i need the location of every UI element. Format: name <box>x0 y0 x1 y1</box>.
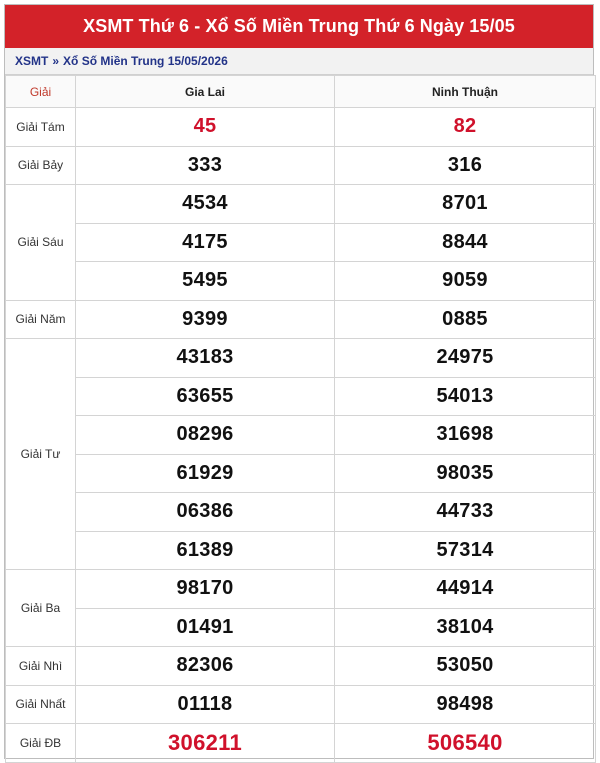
result-number-ninh-thuan: 8844 <box>335 223 596 262</box>
result-number-gia-lai: 61929 <box>76 454 335 493</box>
prize-label: Giải Tư <box>6 339 76 570</box>
table-row <box>6 300 596 339</box>
result-number-gia-lai: 9399 <box>76 300 335 339</box>
table-row <box>6 724 596 763</box>
results-panel <box>4 4 594 759</box>
header-province-ninh-thuan[interactable]: Ninh Thuận <box>335 76 596 108</box>
table-row <box>6 108 596 147</box>
table-header-row <box>6 76 596 108</box>
result-number-gia-lai: 43183 <box>76 339 335 378</box>
result-number-ninh-thuan: 57314 <box>335 531 596 570</box>
table-row <box>6 146 596 185</box>
result-number-ninh-thuan: 506540 <box>335 724 596 763</box>
prize-label: Giải Nhì <box>6 647 76 686</box>
header-prize: Giải <box>6 76 76 108</box>
result-number-gia-lai: 01118 <box>76 685 335 724</box>
table-row <box>6 493 596 532</box>
result-number-ninh-thuan: 44914 <box>335 570 596 609</box>
prize-label: Giải Ba <box>6 570 76 647</box>
breadcrumb <box>5 48 593 75</box>
result-number-ninh-thuan: 44733 <box>335 493 596 532</box>
result-number-gia-lai: 5495 <box>76 262 335 301</box>
result-number-ninh-thuan: 53050 <box>335 647 596 686</box>
results-body <box>6 108 596 763</box>
prize-label: Giải Năm <box>6 300 76 339</box>
result-number-gia-lai: 98170 <box>76 570 335 609</box>
result-number-ninh-thuan: 0885 <box>335 300 596 339</box>
header-province-gia-lai[interactable]: Gia Lai <box>76 76 335 108</box>
breadcrumb-link-xsmt[interactable]: XSMT <box>15 54 49 68</box>
result-number-ninh-thuan: 31698 <box>335 416 596 455</box>
result-number-ninh-thuan: 98035 <box>335 454 596 493</box>
table-row <box>6 185 596 224</box>
result-number-ninh-thuan: 54013 <box>335 377 596 416</box>
result-number-ninh-thuan: 9059 <box>335 262 596 301</box>
table-row <box>6 608 596 647</box>
result-number-ninh-thuan: 98498 <box>335 685 596 724</box>
lottery-results-table <box>5 75 596 763</box>
result-number-ninh-thuan: 38104 <box>335 608 596 647</box>
table-row <box>6 377 596 416</box>
prize-label: Giải Tám <box>6 108 76 147</box>
result-number-gia-lai: 61389 <box>76 531 335 570</box>
prize-label: Giải Sáu <box>6 185 76 301</box>
result-number-gia-lai: 333 <box>76 146 335 185</box>
prize-label: Giải Bảy <box>6 146 76 185</box>
result-number-gia-lai: 82306 <box>76 647 335 686</box>
result-number-gia-lai: 63655 <box>76 377 335 416</box>
result-number-ninh-thuan: 24975 <box>335 339 596 378</box>
result-number-ninh-thuan: 8701 <box>335 185 596 224</box>
table-row <box>6 262 596 301</box>
breadcrumb-current[interactable]: Xổ Số Miền Trung 15/05/2026 <box>63 54 228 68</box>
prize-label: Giải Nhất <box>6 685 76 724</box>
result-number-gia-lai: 06386 <box>76 493 335 532</box>
result-number-ninh-thuan: 316 <box>335 146 596 185</box>
table-row <box>6 531 596 570</box>
table-row <box>6 685 596 724</box>
page-title: XSMT Thứ 6 - Xổ Số Miền Trung Thứ 6 Ngày 15/05 <box>5 5 593 48</box>
table-row <box>6 416 596 455</box>
breadcrumb-separator: » <box>52 54 60 68</box>
table-row <box>6 570 596 609</box>
table-row <box>6 223 596 262</box>
result-number-gia-lai: 306211 <box>76 724 335 763</box>
result-number-gia-lai: 01491 <box>76 608 335 647</box>
table-row <box>6 454 596 493</box>
result-number-gia-lai: 08296 <box>76 416 335 455</box>
table-row <box>6 339 596 378</box>
result-number-gia-lai: 4534 <box>76 185 335 224</box>
result-number-gia-lai: 4175 <box>76 223 335 262</box>
prize-label: Giải ĐB <box>6 724 76 763</box>
result-number-gia-lai: 45 <box>76 108 335 147</box>
result-number-ninh-thuan: 82 <box>335 108 596 147</box>
table-row <box>6 647 596 686</box>
